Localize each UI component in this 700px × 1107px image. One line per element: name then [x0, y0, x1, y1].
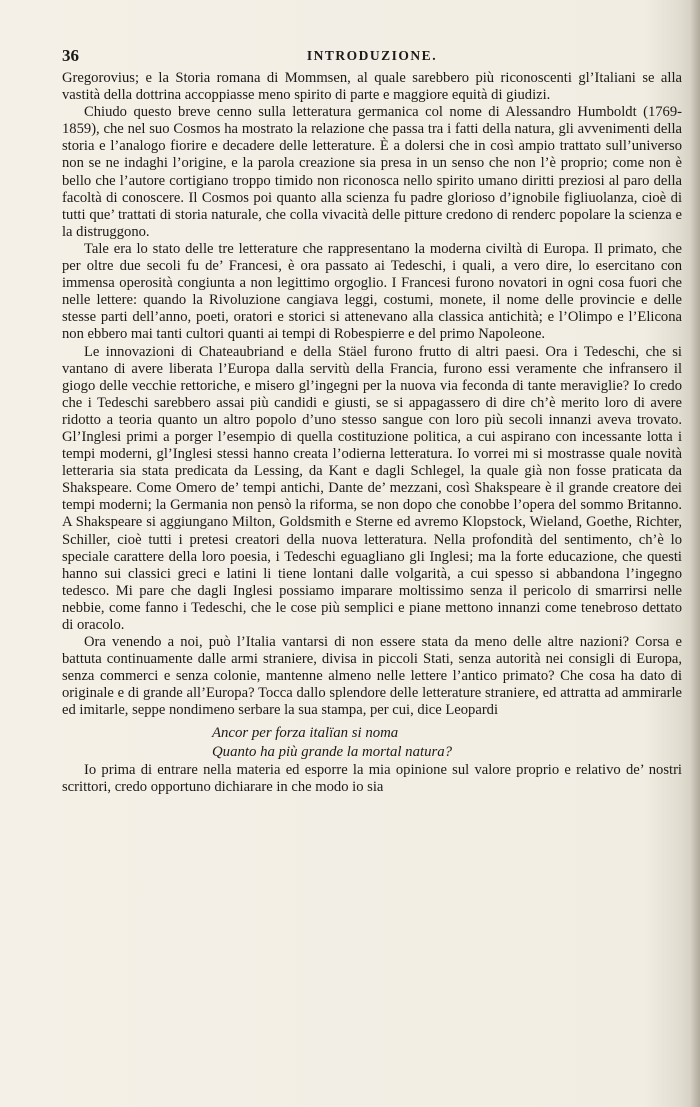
page-number: 36	[62, 46, 79, 65]
paragraph-humboldt: Chiudo questo breve cenno sulla letteratura germanica col nome di Alessandro Humboldt (1769-1859), che nel suo Cosmos ha mostrato la relazione che passa tra i fatti della natura, gli avvenimenti della storia e l’analogo fiorire e decadere delle letterature. È a dolersi che in così ampio trattato sull’universo non se ne indaghi l’origine, e la parola creazione sia presa in un senso che non l’è proprio; come non è bello che l’autore cortigiano troppo timido non riconosca nello spirito umano diritti preziosi al paro della facoltà di conoscere. Il Cosmos poi quanto alla scienza fu padre glorioso d’ignobile figliuolanza, cioè di tutti que’ trattati di storia naturale, che colla vivacità delle pitture credono di renderc popolare la scienza e la distruggono.	[62, 104, 682, 240]
verse-line: Ancor per forza italïan si noma	[212, 724, 399, 741]
page-header	[62, 46, 682, 66]
verse-line: Quanto ha più grande la mortal natura?	[212, 743, 453, 760]
paragraph-innovations: Le innovazioni di Chateaubriand e della Stäel furono frutto di altri paesi. Ora i Tedeschi, che si vantano di avere liberata l’Europa dalla servitù della Francia, furono essi veramente che infransero il giogo delle vecchie rettoriche, e misero gl’ingegni per la nuova via feconda di tante meraviglie? Io credo che i Tedeschi sarebbero assai più candidi e giusti, se si appagassero di dire ch’è merito loro di avere ridotto a teoria quanto un altro popolo d’uno stesso sangue con loro più secoli innanzi aveva trovato. Gl’Inglesi primi a porger l’esempio di quella costituzione politica, a cui aspirano con incessante lotta i tempi moderni, gl’Inglesi stessi hanno creata l’odierna letteratura. Io vorrei mi si mostrasse quale novità letteraria sia stata predicata da Lessing, da Kant e dagli Schlegel, la quale già non fosse praticata da Shakspeare. Come Omero de’ tempi antichi, Dante de’ mezzani, così Shakspeare è il grande creatore dei tempi moderni; la Germania non pensò la riforma, se non dopo che conobbe l’opera del sommo Britanno. A Shakspeare si aggiungano Milton, Goldsmith e Sterne ed avremo Klopstock, Wieland, Goethe, Richter, Schiller, cioè tutti i pretesi creatori della nuova letteratura. Nella profondità del sentimento, ch’è lo speciale carattere della loro poesia, i Tedeschi eguagliano gli Inglesi; ma la forte educazione, che questi hanno sui classici greci e latini li tiene lontani dalle volgarità, a cui spesso si abbandona l’ingegno tedesco. Mi pare che dagli Inglesi possiamo imparare moltissimo senza il pericolo di smarrirsi nelle nebbie, come fanno i Tedeschi, che le cose più semplici e piane mettono innanzi come tenebroso dettato di oracolo.	[62, 343, 682, 633]
page-edge-shadow	[690, 0, 700, 1107]
body-text	[62, 70, 682, 796]
paragraph-three-literatures: Tale era lo stato delle tre letterature che rappresentano la moderna civiltà di Europa. Il primato, che per oltre due secoli fu de’ Francesi, è ora passato ai Tedeschi, i quali, a vero dire, lo esercitano con immensa operosità congiunta a non legittimo orgoglio. I Francesi furono novatori in ogni cosa fuori che nelle lettere: quando la Rivoluzione cangiava leggi, costumi, monete, il nome delle provincie e delle stesse parti dell’anno, poeti, oratori e storici si attenevano alla classica antichità; e l’Olimpo e l’Elicona non ebbero mai tanti cultori quanti ai tempi di Robespierre e del primo Napoleone.	[62, 240, 682, 343]
verse-quotation	[212, 724, 682, 762]
paragraph-italy: Ora venendo a noi, può l’Italia vantarsi di non essere stata da meno delle altre nazioni? Corsa e battuta continuamente dalle armi straniere, divisa in piccoli Stati, senza autorità nei consigli di Europa, senza commerci e senza colonie, mantenne almeno nelle lettere l’antico primato? Che cosa ha dato di originale e di grande all’Europa? Tocca dallo splendore delle letterature straniere, ed attratta ad ammirarle ed imitarle, seppe nondimeno serbare la sua stampa, per cui, dice Leopardi	[62, 634, 682, 719]
paragraph-continuation: Gregorovius; e la Storia romana di Mommsen, al quale sarebbero più riconoscenti gl’Italiani se alla vastità della dottrina accoppiasse meno spirito di parte e maggiore equità di giudizi.	[62, 70, 682, 104]
paragraph-final: Io prima di entrare nella materia ed esporre la mia opinione sul valore proprio e relativo de’ nostri scrittori, credo opportuno dichiarare in che modo io sia	[62, 761, 682, 795]
running-title: INTRODUZIONE.	[306, 48, 438, 63]
